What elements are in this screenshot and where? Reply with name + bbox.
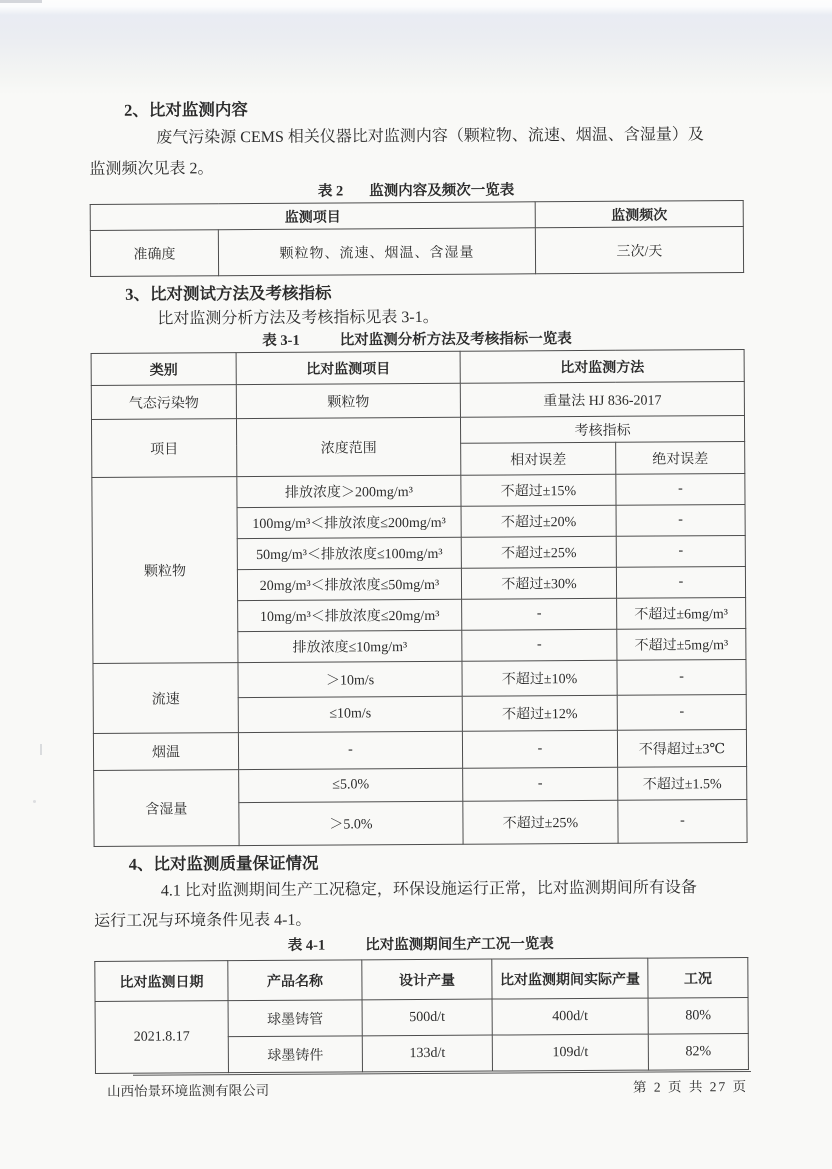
t31-particulate-relative: - <box>462 598 617 630</box>
table-row <box>93 729 746 770</box>
t31-particulate-absolute: 不超过±6mg/m³ <box>617 598 746 630</box>
footer-company-name: 山西怡景环境监测有限公司 <box>107 1082 270 1099</box>
section-2-heading: 2、比对监测内容 <box>124 100 248 120</box>
t41-load: 82% <box>648 1033 748 1070</box>
t31-humidity-label: 含湿量 <box>94 770 239 847</box>
t31-header-item: 比对监测项目 <box>236 351 460 384</box>
t31-particulate-relative: 不超过±25% <box>461 536 616 568</box>
t31-humidity-relative: - <box>463 767 618 801</box>
table-3-1 <box>91 349 748 847</box>
t31-method-item: 颗粒物 <box>236 383 460 418</box>
t31-particulate-relative: 不超过±20% <box>461 505 616 537</box>
section-4-paragraph-line-2: 运行工况与环境条件见表 4-1。 <box>94 911 312 930</box>
t31-humidity-range: ≤5.0% <box>239 768 463 802</box>
table-2-cell-category: 准确度 <box>90 230 218 277</box>
t31-particulate-range: 20mg/m³＜排放浓度≤50mg/m³ <box>237 568 461 600</box>
t41-product: 球墨铸件 <box>228 1036 362 1073</box>
table-2-cell-items: 颗粒物、流速、烟温、含湿量 <box>218 228 535 276</box>
t31-header-category: 类别 <box>91 353 236 386</box>
t31-particulate-absolute: - <box>616 567 745 599</box>
table-row <box>93 660 746 699</box>
scan-artifact <box>0 0 42 3</box>
table-row <box>94 766 747 803</box>
scan-artifact <box>40 744 42 755</box>
page-content <box>88 0 748 1169</box>
t31-header-range: 浓度范围 <box>236 417 460 476</box>
t31-flow-relative: 不超过±12% <box>462 695 617 731</box>
t31-particulate-range: 10mg/m³＜排放浓度≤20mg/m³ <box>238 599 462 631</box>
t31-particulate-range: 100mg/m³＜排放浓度≤200mg/m³ <box>237 506 461 538</box>
table-4-1-caption-label: 表 4-1 <box>287 937 326 954</box>
t41-header-actual: 比对监测期间实际产量 <box>492 958 648 999</box>
t31-particulate-range: 排放浓度≤10mg/m³ <box>238 630 462 662</box>
table-2-caption-title: 监测内容及频次一览表 <box>369 182 515 200</box>
t31-header-project: 项目 <box>91 419 236 478</box>
t41-product: 球墨铸管 <box>228 1000 362 1037</box>
table-row <box>90 201 743 231</box>
t31-particulate-relative: - <box>462 629 617 661</box>
section-3-heading: 3、比对测试方法及考核指标 <box>125 283 332 304</box>
table-2-cell-frequency: 三次/天 <box>535 227 743 274</box>
t41-header-load: 工况 <box>648 957 748 998</box>
t31-particulate-absolute: 不超过±5mg/m³ <box>617 629 746 661</box>
table-row <box>92 474 745 509</box>
t31-flow-absolute: - <box>617 695 746 731</box>
t31-flow-relative: 不超过±10% <box>462 660 617 696</box>
t31-header-method: 比对监测方法 <box>460 350 744 384</box>
t31-temperature-range: - <box>238 731 462 769</box>
t41-date: 2021.8.17 <box>95 1001 228 1074</box>
t31-humidity-relative: 不超过±25% <box>463 800 618 844</box>
t41-load: 80% <box>648 997 748 1034</box>
table-row <box>91 416 744 446</box>
t31-particulate-label: 颗粒物 <box>92 477 238 664</box>
t41-actual: 109d/t <box>492 1034 648 1071</box>
section-4-heading: 4、比对监测质量保证情况 <box>128 853 319 874</box>
t41-actual: 400d/t <box>492 998 648 1035</box>
table-3-1-caption-label: 表 3-1 <box>262 332 300 349</box>
t31-particulate-absolute: - <box>616 474 745 506</box>
scan-artifact <box>33 800 36 803</box>
table-4-1-caption <box>94 935 747 956</box>
t31-flow-range: ＞10m/s <box>238 661 462 697</box>
t31-humidity-absolute: - <box>618 799 747 843</box>
t31-method-value: 重量法 HJ 836-2017 <box>460 382 744 418</box>
t41-header-date: 比对监测日期 <box>95 961 228 1002</box>
t31-method-category: 气态污染物 <box>91 385 236 420</box>
t41-design: 133d/t <box>362 1035 492 1072</box>
t31-humidity-range: ＞5.0% <box>239 801 463 845</box>
t41-design: 500d/t <box>362 999 492 1036</box>
section-2-paragraph-line-1: 废气污染源 CEMS 相关仪器比对监测内容（颗粒物、流速、烟温、含湿量）及 <box>156 126 704 147</box>
table-3-1-caption-title: 比对监测分析方法及考核指标一览表 <box>339 331 572 349</box>
t31-header-relative-error: 相对误差 <box>461 442 616 475</box>
t31-flow-range: ≤10m/s <box>238 696 462 732</box>
t31-flow-absolute: - <box>617 660 746 696</box>
table-row <box>95 997 748 1037</box>
table-row <box>90 227 743 277</box>
table-2-header-frequency: 监测频次 <box>535 201 743 228</box>
table-4-1-caption-title: 比对监测期间生产工况一览表 <box>365 936 554 954</box>
t31-header-absolute-error: 绝对误差 <box>616 442 745 475</box>
t41-header-product: 产品名称 <box>228 960 362 1001</box>
t31-flow-label: 流速 <box>93 663 238 734</box>
section-2-paragraph-line-2: 监测频次见表 2。 <box>89 160 214 179</box>
table-3-1-caption <box>90 330 743 351</box>
t31-particulate-range: 50mg/m³＜排放浓度≤100mg/m³ <box>237 537 461 569</box>
t31-header-index: 考核指标 <box>460 416 744 444</box>
t31-temperature-absolute: 不得超过±3℃ <box>617 729 746 767</box>
t41-header-design: 设计产量 <box>362 959 492 1000</box>
t31-particulate-absolute: - <box>616 505 745 537</box>
t31-temperature-relative: - <box>462 730 617 768</box>
table-row <box>91 382 744 420</box>
t31-temperature-label: 烟温 <box>93 733 238 771</box>
t31-particulate-relative: 不超过±30% <box>461 567 616 599</box>
section-4-paragraph-line-1: 4.1 比对监测期间生产工况稳定，环保设施运行正常，比对监测期间所有设备 <box>160 879 697 900</box>
t31-particulate-relative: 不超过±15% <box>461 474 616 506</box>
footer-page-number: 第 2 页 共 27 页 <box>632 1078 749 1095</box>
table-2-caption-label: 表 2 <box>317 183 344 200</box>
table-row <box>91 350 744 386</box>
t31-particulate-range: 排放浓度＞200mg/m³ <box>237 475 461 507</box>
table-4-1 <box>94 957 749 1074</box>
t31-particulate-absolute: - <box>616 536 745 568</box>
table-2-header-item: 监测项目 <box>90 202 535 231</box>
t31-humidity-absolute: 不超过±1.5% <box>618 766 747 800</box>
table-2 <box>90 200 744 277</box>
section-3-paragraph: 比对监测分析方法及考核指标见表 3-1。 <box>157 308 439 328</box>
table-row <box>95 957 748 1001</box>
